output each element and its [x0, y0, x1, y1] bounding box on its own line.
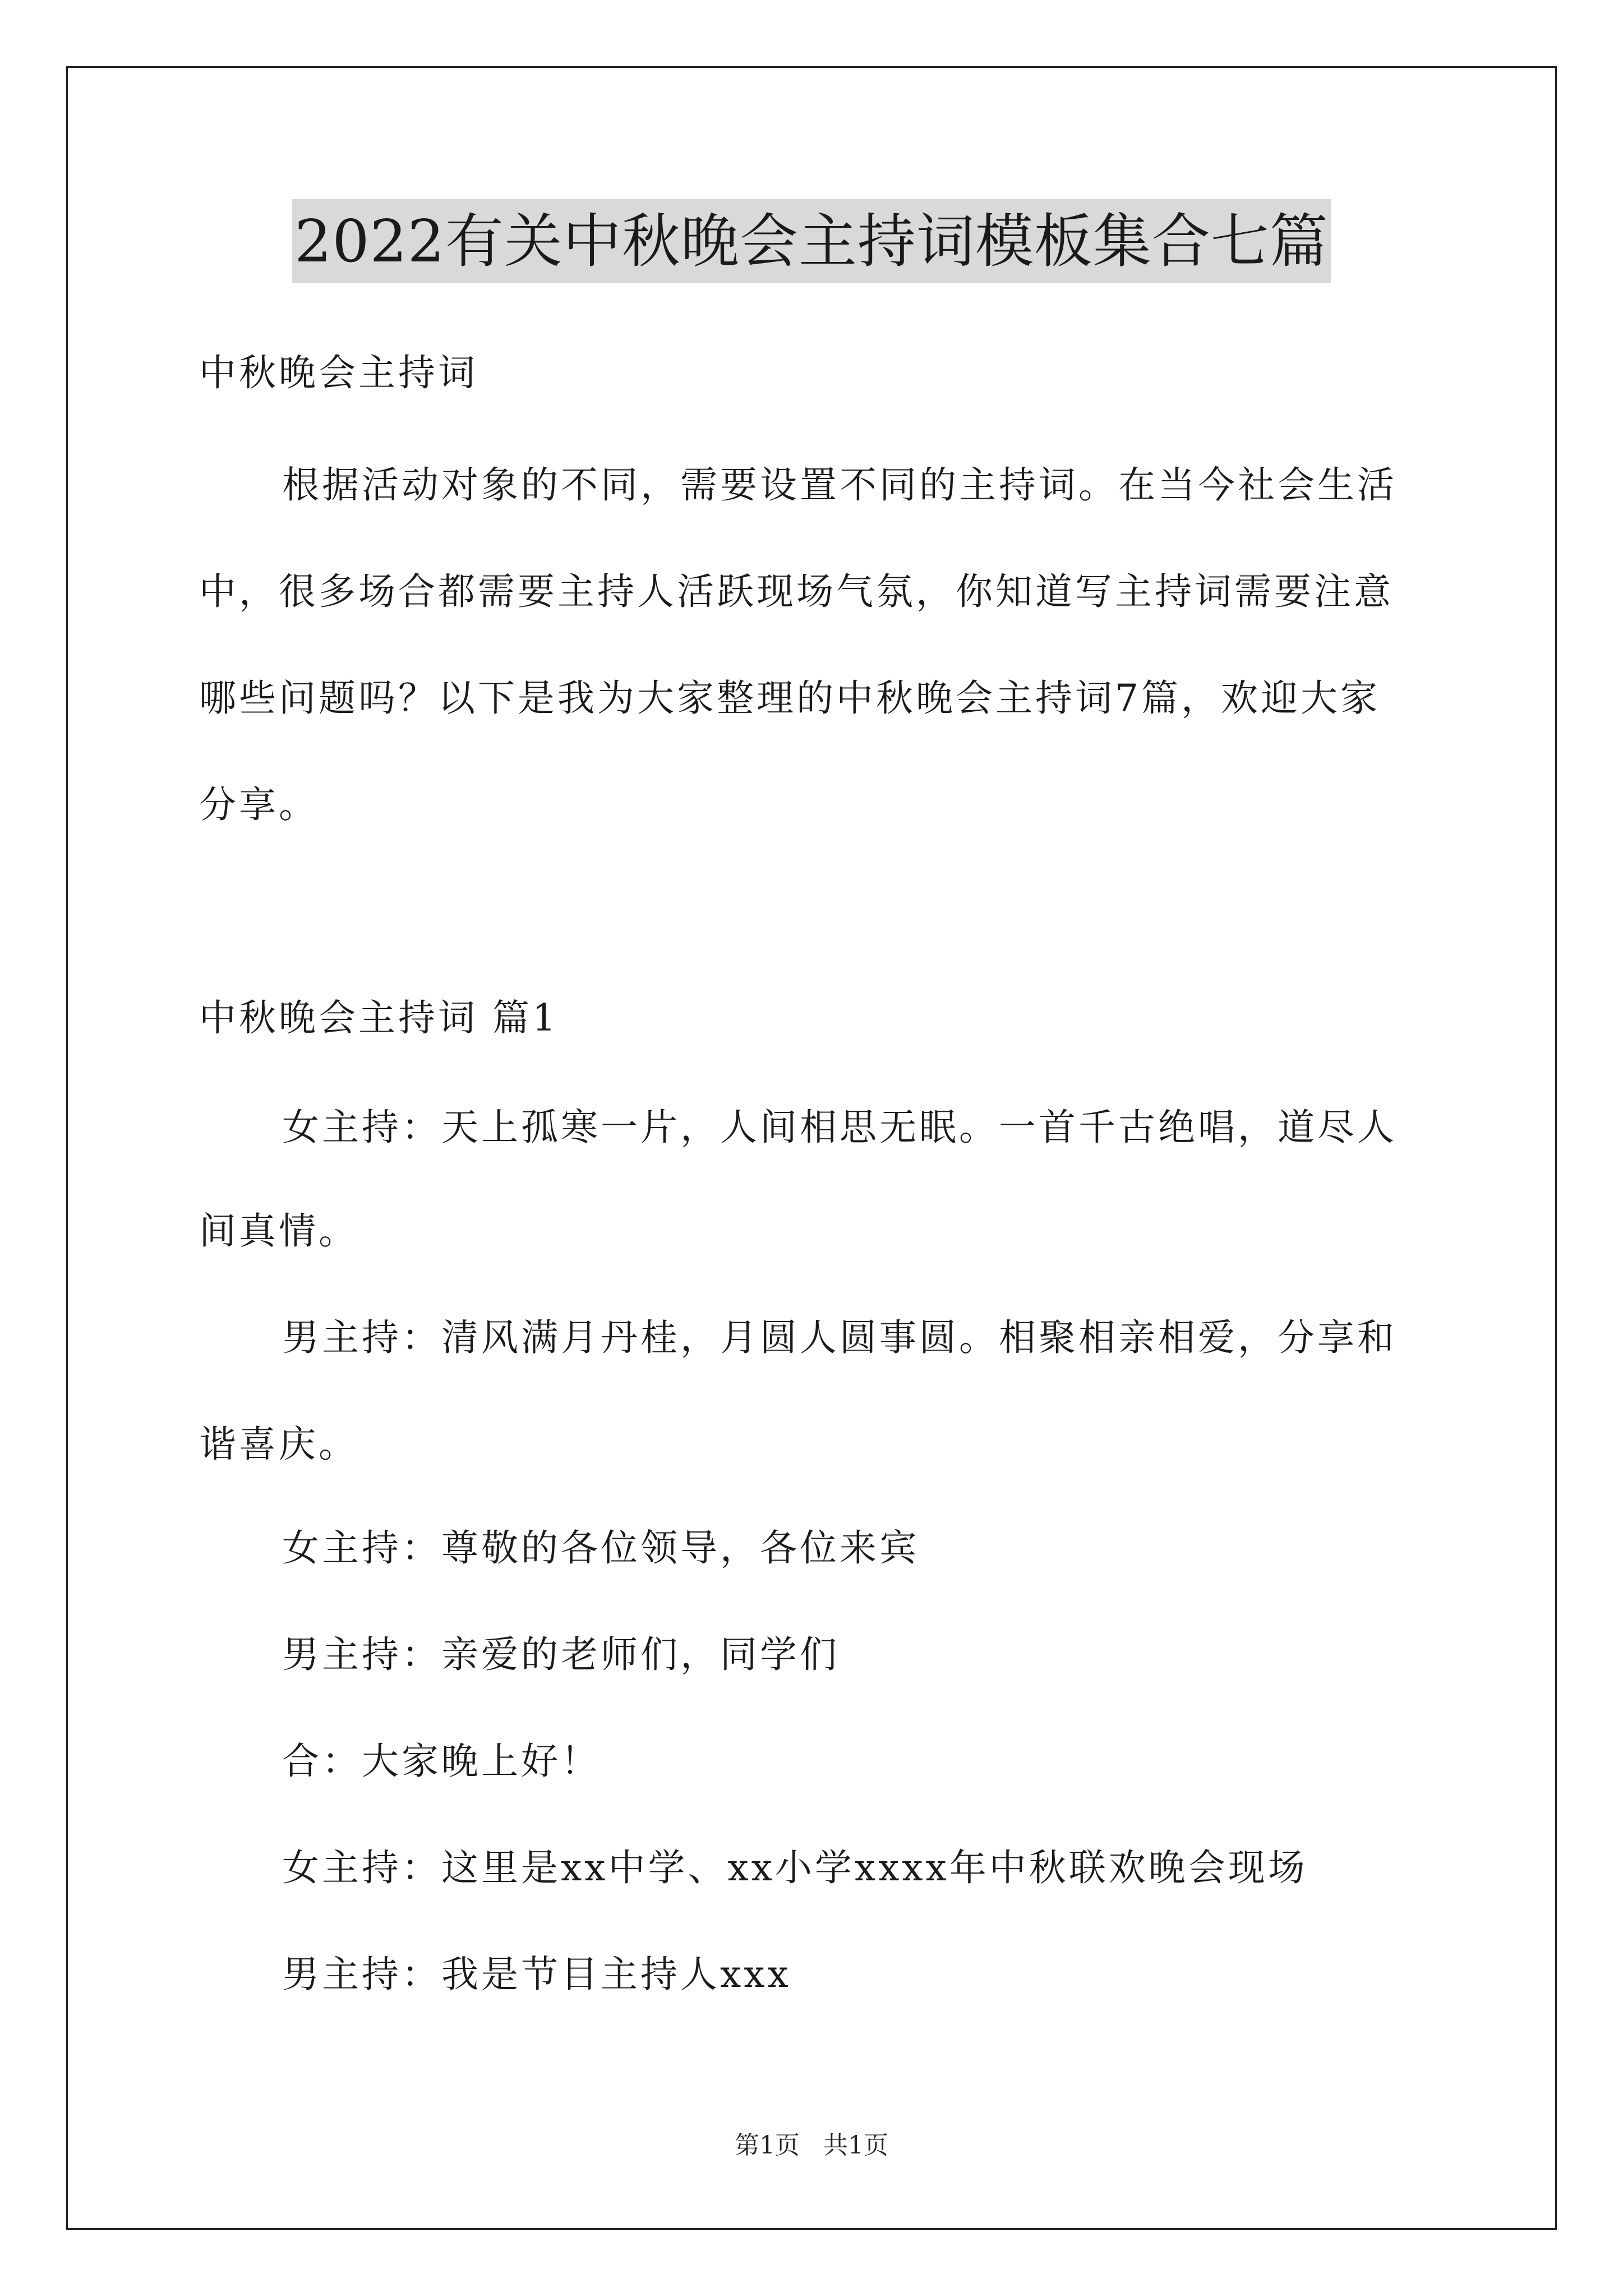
section-heading: 中秋晚会主持词 篇1	[199, 996, 559, 1039]
paragraph-line: 男主持：清风满月丹桂，月圆人圆事圆。相聚相亲相爱，分享和	[282, 1316, 1397, 1359]
paragraph-line: 根据活动对象的不同，需要设置不同的主持词。在当今社会生活	[282, 463, 1397, 507]
page-footer: 第1页 共1页	[735, 2131, 888, 2160]
paragraph-line: 男主持：亲爱的老师们，同学们	[282, 1633, 840, 1676]
paragraph-line: 哪些问题吗？以下是我为大家整理的中秋晚会主持词7篇，欢迎大家	[199, 677, 1380, 720]
paragraph-line: 男主持：我是节目主持人xxx	[282, 1953, 791, 1996]
paragraph-line: 合：大家晚上好！	[282, 1740, 601, 1783]
section-heading: 中秋晚会主持词	[199, 351, 478, 394]
paragraph-line: 女主持：这里是xx中学、xx小学xxxx年中秋联欢晚会现场	[282, 1846, 1308, 1889]
paragraph-line: 女主持：天上孤寒一片，人间相思无眠。一首千古绝唱，道尽人	[282, 1106, 1397, 1149]
paragraph-line: 分享。	[199, 783, 319, 826]
paragraph-line: 女主持：尊敬的各位领导，各位来宾	[282, 1526, 919, 1570]
paragraph-line: 谐喜庆。	[199, 1423, 358, 1466]
paragraph-line: 间真情。	[199, 1209, 358, 1253]
title-container	[0, 199, 1623, 283]
document-title: 2022有关中秋晚会主持词模板集合七篇	[292, 199, 1331, 283]
paragraph-line: 中，很多场合都需要主持人活跃现场气氛，你知道写主持词需要注意	[199, 570, 1394, 613]
